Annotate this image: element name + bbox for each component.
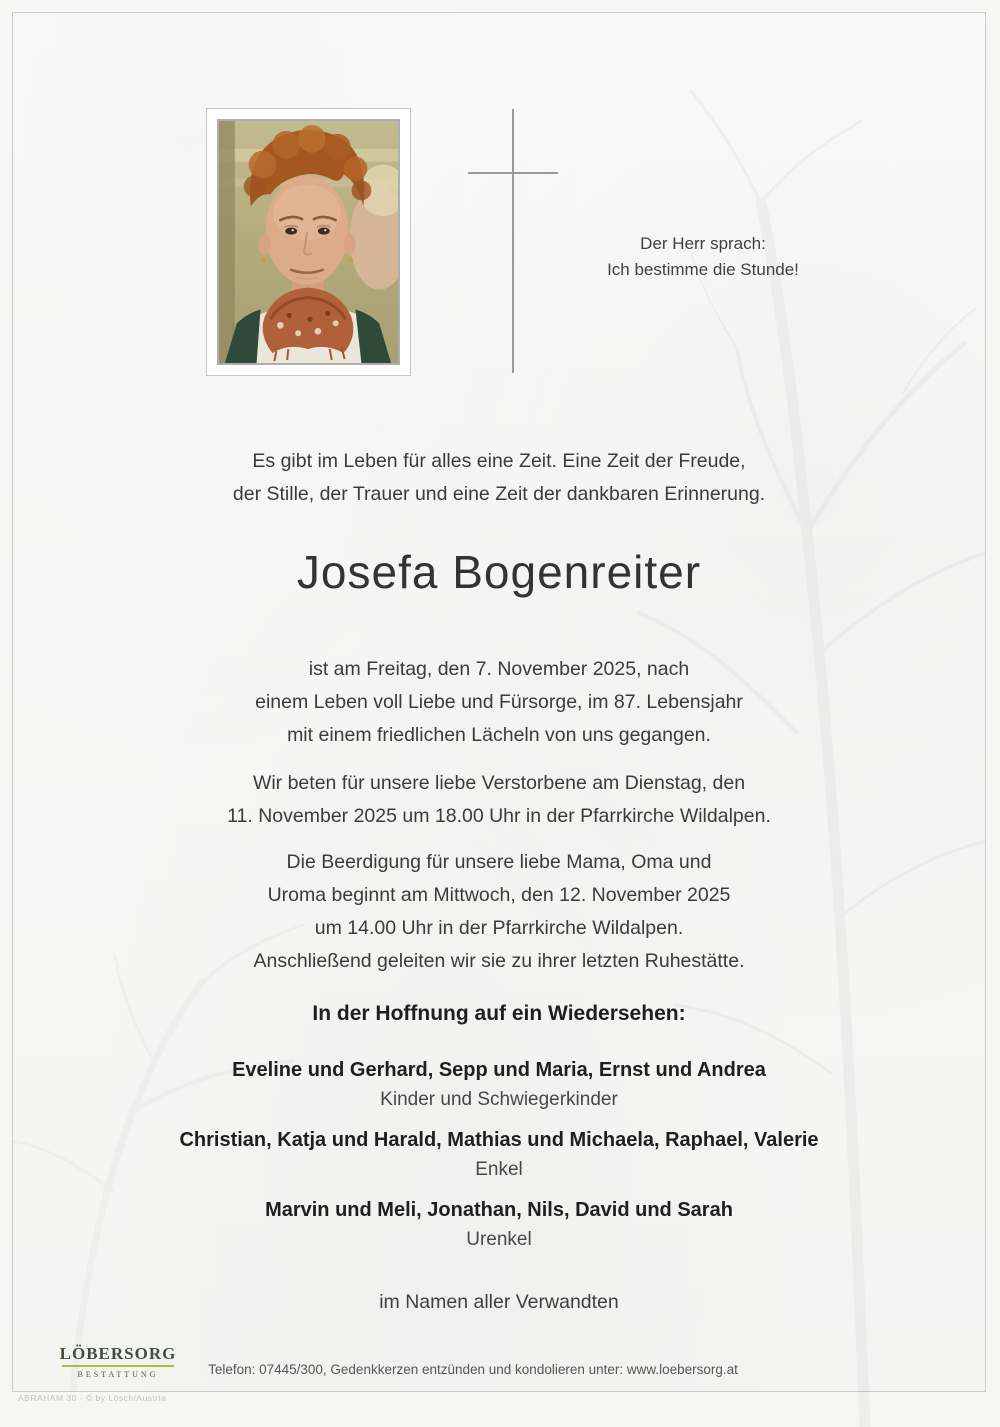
great-grandchildren-relation: Urenkel <box>466 1229 532 1250</box>
hope-heading: In der Hoffnung auf ein Wiedersehen: <box>312 1002 686 1025</box>
children-names: Eveline und Gerhard, Sepp und Maria, Ernst und Andrea <box>232 1059 766 1081</box>
obituary-main-text <box>13 445 985 1314</box>
paragraph-line: 11. November 2025 um 18.00 Uhr in der Pfarrkirche Wildalpen. <box>227 805 771 827</box>
paragraph-line: um 14.00 Uhr in der Pfarrkirche Wildalpen. <box>314 917 684 939</box>
family-group-great-grandchildren <box>13 1195 985 1254</box>
footer-contact-line: Telefon: 07445/300, Gedenkkerzen entzünden und kondolieren unter: www.loebersorg.at <box>208 1362 738 1377</box>
verse-line-1: Der Herr sprach: <box>640 234 766 253</box>
obituary-card <box>12 12 986 1392</box>
family-group-grandchildren <box>13 1125 985 1184</box>
prayer-service-paragraph <box>13 767 985 833</box>
portrait-photo-frame <box>206 108 411 376</box>
verse-line-2: Ich bestimme die Stunde! <box>607 260 799 279</box>
intro-line-2: der Stille, der Trauer und eine Zeit der dankbaren Erinnerung. <box>232 483 766 505</box>
funeral-paragraph <box>13 846 985 978</box>
paragraph-line: Anschließend geleiten wir sie zu ihrer letzten Ruhestätte. <box>253 950 745 972</box>
paragraph-line: einem Leben voll Liebe und Fürsorge, im 87. Lebensjahr <box>255 691 743 713</box>
family-group-children <box>13 1055 985 1114</box>
paragraph-line: Uroma beginnt am Mittwoch, den 12. November 2025 <box>267 884 731 906</box>
cross-horizontal-bar <box>468 172 558 174</box>
grandchildren-names: Christian, Katja und Harald, Mathias und Michaela, Raphael, Valerie <box>179 1129 819 1151</box>
funeral-home-subtitle: BESTATTUNG <box>77 1370 159 1379</box>
paragraph-line: Die Beerdigung für unsere liebe Mama, Oma und <box>286 851 712 873</box>
paragraph-line: ist am Freitag, den 7. November 2025, nach <box>308 658 690 680</box>
intro-line-1: Es gibt im Leben für alles eine Zeit. Eine Zeit der Freude, <box>252 450 746 472</box>
closing-line: im Namen aller Verwandten <box>379 1291 619 1313</box>
funeral-home-name: LÖBERSORG <box>59 1344 177 1363</box>
death-announcement-paragraph <box>13 653 985 752</box>
deceased-name: Josefa Bogenreiter <box>296 546 702 598</box>
paragraph-line: Wir beten für unsere liebe Verstorbene am Dienstag, den <box>252 772 746 794</box>
verse-quote <box>553 231 853 283</box>
portrait-photo <box>217 119 400 365</box>
print-credit: ABRAHAM 30 - © by Lösch/Austria <box>18 1393 167 1403</box>
great-grandchildren-names: Marvin und Meli, Jonathan, Nils, David und Sarah <box>265 1199 733 1221</box>
paragraph-line: mit einem friedlichen Lächeln von uns gegangen. <box>287 724 711 746</box>
intro-verse <box>13 445 985 511</box>
grandchildren-relation: Enkel <box>475 1159 523 1180</box>
cross-vertical-bar <box>512 109 514 373</box>
children-relation: Kinder und Schwiegerkinder <box>380 1089 618 1110</box>
